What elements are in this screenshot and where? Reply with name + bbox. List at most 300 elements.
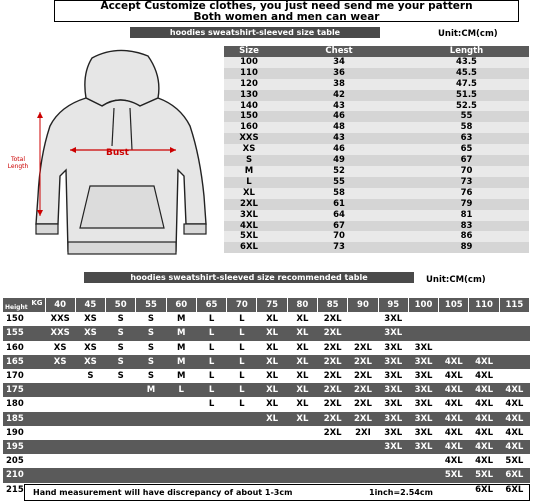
table-cell: 110 xyxy=(224,68,274,79)
kg-label: KG xyxy=(31,299,43,307)
size-cell: L xyxy=(227,383,257,397)
size-cell: 4XL xyxy=(439,397,469,411)
size-cell: XL xyxy=(287,326,317,340)
size-cell xyxy=(106,426,136,440)
size-cell xyxy=(348,468,378,482)
size-cell xyxy=(75,468,105,482)
size-cell: XL xyxy=(287,397,317,411)
size-cell xyxy=(106,397,136,411)
table-cell: 67 xyxy=(404,155,529,166)
size-cell: 2XL xyxy=(318,369,348,383)
size-cell: 3XL xyxy=(378,369,408,383)
size-cell xyxy=(45,468,75,482)
table-cell: 140 xyxy=(224,101,274,112)
size-cell: 4XL xyxy=(469,426,499,440)
size-cell: 2XL xyxy=(318,312,348,326)
size-cell xyxy=(45,454,75,468)
size-cell xyxy=(257,454,287,468)
table-cell: 100 xyxy=(224,57,274,68)
size-cell: 3XL xyxy=(378,397,408,411)
size-cell: 5XL xyxy=(439,468,469,482)
size-cell xyxy=(348,312,378,326)
size-cell xyxy=(196,468,226,482)
size-cell xyxy=(408,468,438,482)
size-cell: S xyxy=(106,341,136,355)
table-row xyxy=(3,440,530,454)
height-cell: 150 xyxy=(3,312,45,326)
size-cell xyxy=(348,326,378,340)
table-cell: 52.5 xyxy=(404,101,529,112)
size-cell: 6XL xyxy=(469,483,499,497)
size-cell: 3XL xyxy=(408,412,438,426)
size-cell: 4XL xyxy=(499,426,529,440)
size-cell: 4XL xyxy=(439,412,469,426)
size-cell xyxy=(499,369,529,383)
size-cell xyxy=(499,355,529,369)
size-cell: 4XL xyxy=(469,355,499,369)
weight-header: 65 xyxy=(196,298,226,312)
weight-header: 90 xyxy=(348,298,378,312)
size-cell: L xyxy=(196,369,226,383)
table-row xyxy=(3,369,530,383)
table-row xyxy=(224,155,529,166)
weight-header: 95 xyxy=(378,298,408,312)
size-table xyxy=(224,46,529,253)
table-cell: 48 xyxy=(274,122,404,133)
size-cell xyxy=(287,454,317,468)
height-cell: 180 xyxy=(3,397,45,411)
size-cell xyxy=(196,440,226,454)
height-cell: 205 xyxy=(3,454,45,468)
size-cell xyxy=(348,454,378,468)
table-cell: 5XL xyxy=(224,231,274,242)
size-cell: M xyxy=(166,369,196,383)
size-cell xyxy=(408,326,438,340)
table-cell: 55 xyxy=(274,177,404,188)
size-table-column-header: Length xyxy=(404,46,529,57)
size-cell: 4XL xyxy=(469,454,499,468)
weight-header: 50 xyxy=(106,298,136,312)
size-cell xyxy=(75,440,105,454)
size-cell xyxy=(166,397,196,411)
size-cell: 2XL xyxy=(318,326,348,340)
height-cell: 185 xyxy=(3,412,45,426)
size-cell: 2XI xyxy=(348,426,378,440)
size-cell xyxy=(439,312,469,326)
size-cell: 2XL xyxy=(348,397,378,411)
table-cell: 86 xyxy=(404,231,529,242)
size-cell: 3XL xyxy=(378,312,408,326)
size-cell: L xyxy=(196,326,226,340)
size-cell: S xyxy=(75,369,105,383)
table-cell: S xyxy=(224,155,274,166)
table-row xyxy=(3,426,530,440)
size-cell xyxy=(136,440,166,454)
table-cell: 4XL xyxy=(224,221,274,232)
weight-header: 80 xyxy=(287,298,317,312)
size-cell: L xyxy=(227,369,257,383)
size-cell xyxy=(166,468,196,482)
table-row xyxy=(3,397,530,411)
size-cell: XL xyxy=(257,341,287,355)
weight-header: 55 xyxy=(136,298,166,312)
weight-header: 115 xyxy=(499,298,529,312)
size-cell: 4XL xyxy=(499,412,529,426)
size-cell: L xyxy=(166,383,196,397)
size-cell: 3XL xyxy=(408,426,438,440)
table-row xyxy=(224,111,529,122)
size-cell xyxy=(469,341,499,355)
height-cell: 175 xyxy=(3,383,45,397)
size-cell xyxy=(439,341,469,355)
weight-header: 70 xyxy=(227,298,257,312)
height-cell: 170 xyxy=(3,369,45,383)
size-cell: XS xyxy=(75,341,105,355)
size-cell xyxy=(106,383,136,397)
total-length-label: Total Length xyxy=(7,156,29,170)
size-cell: 4XL xyxy=(499,383,529,397)
size-cell xyxy=(287,440,317,454)
table-cell: 150 xyxy=(224,111,274,122)
table-cell: 83 xyxy=(404,221,529,232)
size-cell: L xyxy=(227,326,257,340)
size-cell: 2XL xyxy=(348,341,378,355)
size-cell xyxy=(166,440,196,454)
size-cell: XS xyxy=(45,355,75,369)
size-cell xyxy=(499,341,529,355)
size-cell xyxy=(166,454,196,468)
table-row xyxy=(224,57,529,68)
table-cell: 43 xyxy=(274,101,404,112)
size-cell: S xyxy=(136,369,166,383)
table-row xyxy=(224,199,529,210)
header-line-2: Both women and men can wear xyxy=(193,10,380,23)
size-cell xyxy=(499,326,529,340)
table-row xyxy=(224,144,529,155)
size-cell: 2XL xyxy=(318,412,348,426)
size-cell: 6XL xyxy=(499,483,529,497)
table-row xyxy=(3,341,530,355)
weight-header: 60 xyxy=(166,298,196,312)
size-cell: 2XL xyxy=(318,383,348,397)
size-cell xyxy=(45,383,75,397)
size-table-header xyxy=(224,46,529,57)
table-cell: 51.5 xyxy=(404,90,529,101)
size-cell: XL xyxy=(287,341,317,355)
table-cell: 6XL xyxy=(224,242,274,253)
size-cell: 3XL xyxy=(378,341,408,355)
size-cell: XL xyxy=(287,355,317,369)
size-cell xyxy=(45,426,75,440)
size-cell: 3XL xyxy=(378,326,408,340)
table-cell: 73 xyxy=(404,177,529,188)
corner-cell xyxy=(3,298,45,312)
table-cell: 130 xyxy=(224,90,274,101)
size-cell: XL xyxy=(257,383,287,397)
table-row xyxy=(224,133,529,144)
size-cell: 6XL xyxy=(499,468,529,482)
size-cell xyxy=(166,412,196,426)
table-cell: 47.5 xyxy=(404,79,529,90)
size-cell: M xyxy=(166,341,196,355)
size-cell xyxy=(408,454,438,468)
size-cell: XS xyxy=(75,312,105,326)
size-cell: 4XL xyxy=(439,426,469,440)
size-cell: 2XL xyxy=(318,397,348,411)
height-cell: 195 xyxy=(3,440,45,454)
size-cell xyxy=(106,454,136,468)
size-cell xyxy=(136,468,166,482)
size-cell: L xyxy=(196,397,226,411)
size-cell xyxy=(45,412,75,426)
table-row xyxy=(3,355,530,369)
size-cell: 3XL xyxy=(378,412,408,426)
size-cell: XL xyxy=(257,369,287,383)
table-row xyxy=(224,188,529,199)
table-cell: 58 xyxy=(404,122,529,133)
size-cell xyxy=(318,454,348,468)
table-cell: 89 xyxy=(404,242,529,253)
size-cell: 3XL xyxy=(378,355,408,369)
recommend-table-unit: Unit:CM(cm) xyxy=(426,275,486,285)
size-cell xyxy=(227,412,257,426)
size-cell: XL xyxy=(257,312,287,326)
table-cell: 79 xyxy=(404,199,529,210)
size-cell xyxy=(227,440,257,454)
size-cell xyxy=(166,426,196,440)
size-cell xyxy=(45,369,75,383)
recommend-table-banner: hoodies sweatshirt-sleeved size recommended table xyxy=(84,272,414,283)
table-cell: 120 xyxy=(224,79,274,90)
footer-note-box xyxy=(24,484,530,501)
height-cell: 190 xyxy=(3,426,45,440)
size-cell xyxy=(136,412,166,426)
size-cell: S xyxy=(136,312,166,326)
size-cell xyxy=(227,454,257,468)
weight-header: 75 xyxy=(257,298,287,312)
size-cell: 4XL xyxy=(499,440,529,454)
size-cell: 2XL xyxy=(348,369,378,383)
size-cell: XL xyxy=(287,369,317,383)
table-cell: XS xyxy=(224,144,274,155)
size-cell: 4XL xyxy=(469,369,499,383)
table-cell: 52 xyxy=(274,166,404,177)
size-cell: XL xyxy=(287,383,317,397)
size-cell: 3XL xyxy=(408,383,438,397)
size-table-column-header: Chest xyxy=(274,46,404,57)
table-row xyxy=(224,122,529,133)
size-cell: XXS xyxy=(45,326,75,340)
table-cell: 46 xyxy=(274,144,404,155)
height-cell: 215 xyxy=(3,483,45,497)
size-cell: L xyxy=(196,383,226,397)
table-row xyxy=(3,326,530,340)
size-cell xyxy=(227,426,257,440)
size-cell xyxy=(227,468,257,482)
size-cell: S xyxy=(136,341,166,355)
size-cell: L xyxy=(227,397,257,411)
table-cell: 81 xyxy=(404,210,529,221)
size-cell xyxy=(75,397,105,411)
height-cell: 210 xyxy=(3,468,45,482)
table-cell: 42 xyxy=(274,90,404,101)
table-row xyxy=(224,79,529,90)
table-row xyxy=(3,312,530,326)
table-row xyxy=(3,412,530,426)
size-cell: L xyxy=(227,341,257,355)
recommend-table-header xyxy=(3,298,530,312)
height-cell: 160 xyxy=(3,341,45,355)
size-cell xyxy=(136,454,166,468)
size-cell: 4XL xyxy=(469,412,499,426)
table-row xyxy=(224,221,529,232)
table-row xyxy=(224,166,529,177)
size-cell: 4XL xyxy=(469,397,499,411)
table-cell: 70 xyxy=(274,231,404,242)
size-cell xyxy=(318,468,348,482)
size-cell: 3XL xyxy=(408,369,438,383)
table-row xyxy=(224,177,529,188)
table-cell: 43.5 xyxy=(404,57,529,68)
size-cell: S xyxy=(106,312,136,326)
size-cell: L xyxy=(227,312,257,326)
size-table-banner: hoodies sweatshirt-sleeved size table xyxy=(130,27,380,38)
size-cell: 3XL xyxy=(378,383,408,397)
table-cell: XL xyxy=(224,188,274,199)
table-cell: 3XL xyxy=(224,210,274,221)
size-cell: 2XL xyxy=(348,412,378,426)
size-cell xyxy=(257,440,287,454)
size-cell: XL xyxy=(257,355,287,369)
size-table-unit: Unit:CM(cm) xyxy=(438,29,498,39)
table-row xyxy=(224,90,529,101)
height-cell: 155 xyxy=(3,326,45,340)
size-cell: M xyxy=(136,383,166,397)
table-row xyxy=(224,242,529,253)
size-cell: XS xyxy=(75,355,105,369)
weight-header: 100 xyxy=(408,298,438,312)
weight-header: 45 xyxy=(75,298,105,312)
table-cell: L xyxy=(224,177,274,188)
size-cell: XXS xyxy=(45,312,75,326)
size-cell: 4XL xyxy=(439,383,469,397)
table-cell: 73 xyxy=(274,242,404,253)
header-line-1: Accept Customize clothes, you just need send me your pattern xyxy=(100,0,473,12)
size-cell: S xyxy=(106,326,136,340)
table-cell: 63 xyxy=(404,133,529,144)
size-cell: 4XL xyxy=(469,440,499,454)
size-cell xyxy=(348,440,378,454)
size-cell: M xyxy=(166,355,196,369)
table-cell: 160 xyxy=(224,122,274,133)
size-cell: XL xyxy=(257,397,287,411)
size-cell xyxy=(196,412,226,426)
size-cell: XL xyxy=(287,412,317,426)
table-row xyxy=(3,468,530,482)
table-cell: 55 xyxy=(404,111,529,122)
table-cell: XXS xyxy=(224,133,274,144)
size-cell: S xyxy=(106,355,136,369)
size-cell: L xyxy=(227,355,257,369)
size-cell: 2XL xyxy=(318,355,348,369)
table-cell: 46 xyxy=(274,111,404,122)
size-cell: S xyxy=(136,355,166,369)
size-cell: 4XL xyxy=(439,355,469,369)
size-cell xyxy=(378,454,408,468)
size-cell: 3XL xyxy=(378,440,408,454)
size-cell: 3XL xyxy=(408,355,438,369)
table-cell: 2XL xyxy=(224,199,274,210)
table-cell: 34 xyxy=(274,57,404,68)
height-label: Height xyxy=(5,304,28,311)
size-cell xyxy=(45,397,75,411)
size-cell xyxy=(469,312,499,326)
size-cell: 4XL xyxy=(469,383,499,397)
size-cell: 4XL xyxy=(439,369,469,383)
size-cell: 2XL xyxy=(318,341,348,355)
bust-label: Bust xyxy=(106,148,129,158)
table-row xyxy=(224,68,529,79)
size-cell: L xyxy=(196,355,226,369)
size-cell: 3XL xyxy=(378,426,408,440)
table-cell: 49 xyxy=(274,155,404,166)
table-cell: 64 xyxy=(274,210,404,221)
size-cell xyxy=(378,468,408,482)
table-cell: 76 xyxy=(404,188,529,199)
table-cell: 61 xyxy=(274,199,404,210)
table-row xyxy=(3,383,530,397)
table-row xyxy=(224,101,529,112)
size-cell xyxy=(196,426,226,440)
size-cell xyxy=(136,397,166,411)
table-cell: 36 xyxy=(274,68,404,79)
table-cell: 58 xyxy=(274,188,404,199)
size-cell: 3XL xyxy=(408,341,438,355)
size-cell: 2XL xyxy=(348,383,378,397)
size-cell: 3XL xyxy=(408,440,438,454)
size-cell xyxy=(45,440,75,454)
size-cell: XL xyxy=(257,326,287,340)
table-cell: 70 xyxy=(404,166,529,177)
weight-header: 110 xyxy=(469,298,499,312)
table-row xyxy=(3,454,530,468)
size-cell: 2XL xyxy=(318,426,348,440)
size-cell xyxy=(196,454,226,468)
table-cell: 43 xyxy=(274,133,404,144)
size-cell xyxy=(469,326,499,340)
size-cell xyxy=(106,468,136,482)
size-cell: M xyxy=(166,326,196,340)
size-cell xyxy=(75,454,105,468)
table-cell: 65 xyxy=(404,144,529,155)
size-cell xyxy=(75,383,105,397)
size-cell: XL xyxy=(257,412,287,426)
table-cell: 38 xyxy=(274,79,404,90)
size-cell xyxy=(287,468,317,482)
size-cell: 4XL xyxy=(439,440,469,454)
size-cell: 4XL xyxy=(439,454,469,468)
table-cell: 45.5 xyxy=(404,68,529,79)
size-cell xyxy=(257,468,287,482)
size-cell: S xyxy=(106,369,136,383)
weight-header: 85 xyxy=(318,298,348,312)
table-row xyxy=(224,231,529,242)
size-cell xyxy=(439,326,469,340)
size-cell xyxy=(106,412,136,426)
hoodie-illustration xyxy=(0,46,222,266)
size-cell: M xyxy=(166,312,196,326)
size-cell xyxy=(318,440,348,454)
